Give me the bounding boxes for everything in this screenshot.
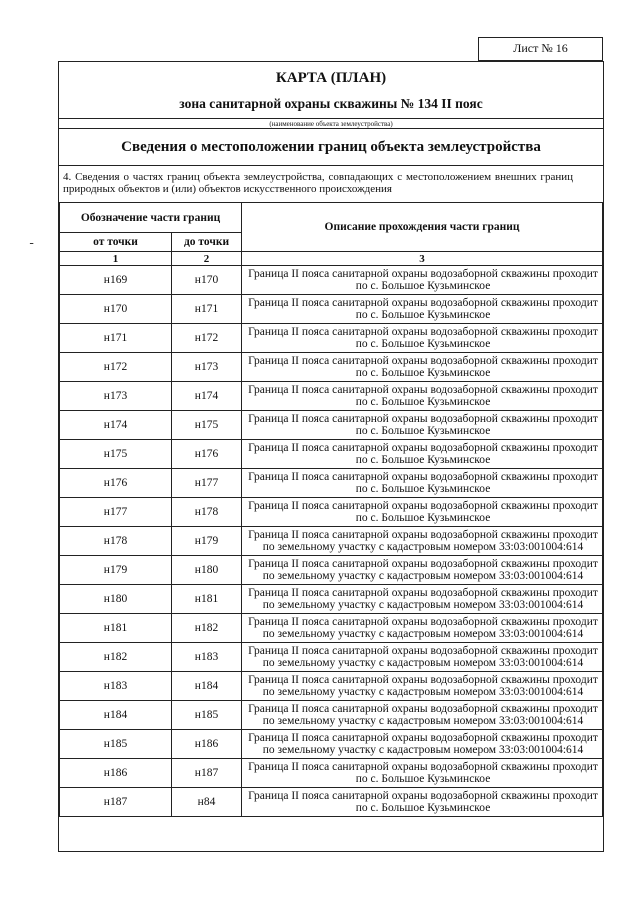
to-point-cell: н184 <box>172 672 242 701</box>
boundary-table <box>59 202 603 817</box>
from-point-cell: н177 <box>60 498 172 527</box>
description-line: Граница II пояса санитарной охраны водозаборной скважины проходит <box>248 355 598 367</box>
description-cell <box>242 730 603 759</box>
table-row <box>60 324 603 353</box>
description-cell <box>242 498 603 527</box>
description-line: Граница II пояса санитарной охраны водозаборной скважины проходит <box>248 529 598 541</box>
table-row <box>60 788 603 817</box>
to-point-cell: н187 <box>172 759 242 788</box>
from-point-cell: н172 <box>60 353 172 382</box>
divider <box>59 165 603 166</box>
col-number: 3 <box>242 252 603 266</box>
group-header: Обозначение части границ <box>60 203 242 233</box>
description-line: по с. Большое Кузьминское <box>355 512 491 524</box>
description-cell <box>242 614 603 643</box>
description-line: Граница II пояса санитарной охраны водозаборной скважины проходит <box>248 674 598 686</box>
table-row <box>60 469 603 498</box>
table-row <box>60 411 603 440</box>
description-line: Граница II пояса санитарной охраны водозаборной скважины проходит <box>248 297 598 309</box>
description-line: Граница II пояса санитарной охраны водозаборной скважины проходит <box>248 703 598 715</box>
table-row <box>60 498 603 527</box>
description-line: по с. Большое Кузьминское <box>355 425 491 437</box>
description-cell <box>242 585 603 614</box>
description-line: по земельному участку с кадастровым номером 33:03:001004:614 <box>262 570 584 582</box>
to-point-cell: н179 <box>172 527 242 556</box>
from-point-cell: н185 <box>60 730 172 759</box>
description-line: Граница II пояса санитарной охраны водозаборной скважины проходит <box>248 616 598 628</box>
description-cell <box>242 382 603 411</box>
description-line: Граница II пояса санитарной охраны водозаборной скважины проходит <box>248 268 598 280</box>
from-point-cell: н182 <box>60 643 172 672</box>
table-row <box>60 382 603 411</box>
to-point-cell: н175 <box>172 411 242 440</box>
description-line: по с. Большое Кузьминское <box>355 396 491 408</box>
from-point-cell: н180 <box>60 585 172 614</box>
from-point-cell: н179 <box>60 556 172 585</box>
description-line: Граница II пояса санитарной охраны водозаборной скважины проходит <box>248 413 598 425</box>
description-line: по земельному участку с кадастровым номером 33:03:001004:614 <box>262 599 584 611</box>
description-cell <box>242 469 603 498</box>
description-line: по земельному участку с кадастровым номером 33:03:001004:614 <box>262 628 584 640</box>
table-row <box>60 527 603 556</box>
to-point-cell: н174 <box>172 382 242 411</box>
from-point-cell: н169 <box>60 266 172 295</box>
table-row <box>60 643 603 672</box>
description-cell <box>242 759 603 788</box>
table-row <box>60 614 603 643</box>
table-row <box>60 701 603 730</box>
description-line: по с. Большое Кузьминское <box>355 483 491 495</box>
description-line: по земельному участку с кадастровым номером 33:03:001004:614 <box>262 715 584 727</box>
margin-mark: ـ <box>30 235 34 247</box>
description-cell <box>242 701 603 730</box>
map-title: КАРТА (ПЛАН) <box>275 70 387 86</box>
description-line: по с. Большое Кузьминское <box>355 338 491 350</box>
from-point-cell: н178 <box>60 527 172 556</box>
to-point-cell: н173 <box>172 353 242 382</box>
description-line: Граница II пояса санитарной охраны водозаборной скважины проходит <box>248 326 598 338</box>
description-line: по земельному участку с кадастровым номером 33:03:001004:614 <box>262 657 584 669</box>
from-point-cell: н174 <box>60 411 172 440</box>
to-point-cell: н170 <box>172 266 242 295</box>
to-point-cell: н183 <box>172 643 242 672</box>
description-cell <box>242 411 603 440</box>
to-header: до точки <box>172 233 242 252</box>
from-point-cell: н175 <box>60 440 172 469</box>
table-row <box>60 585 603 614</box>
table-row <box>60 353 603 382</box>
description-cell <box>242 672 603 701</box>
table-body <box>60 266 603 817</box>
description-line: Граница II пояса санитарной охраны водозаборной скважины проходит <box>248 558 598 570</box>
description-line: Граница II пояса санитарной охраны водозаборной скважины проходит <box>248 500 598 512</box>
table-row <box>60 266 603 295</box>
desc-header: Описание прохождения части границ <box>242 203 603 252</box>
to-point-cell: н182 <box>172 614 242 643</box>
table-row <box>60 672 603 701</box>
table-row <box>60 556 603 585</box>
description-cell <box>242 353 603 382</box>
description-line: по с. Большое Кузьминское <box>355 280 491 292</box>
from-header: от точки <box>60 233 172 252</box>
divider <box>59 118 603 119</box>
to-point-cell: н172 <box>172 324 242 353</box>
description-line: по с. Большое Кузьминское <box>355 367 491 379</box>
description-line: по с. Большое Кузьминское <box>355 454 491 466</box>
to-point-cell: н181 <box>172 585 242 614</box>
description-line: Граница II пояса санитарной охраны водозаборной скважины проходит <box>248 471 598 483</box>
from-point-cell: н170 <box>60 295 172 324</box>
to-point-cell: н178 <box>172 498 242 527</box>
description-line: по земельному участку с кадастровым номером 33:03:001004:614 <box>262 686 584 698</box>
description-line: по земельному участку с кадастровым номером 33:03:001004:614 <box>262 744 584 756</box>
section-description: 4. Сведения о частях границ объекта землеустройства, совпадающих с местоположением внешних границ природных объектов и (или) объектов искусственного происхождения <box>63 171 573 195</box>
to-point-cell: н176 <box>172 440 242 469</box>
description-line: Граница II пояса санитарной охраны водозаборной скважины проходит <box>248 732 598 744</box>
description-line: Граница II пояса санитарной охраны водозаборной скважины проходит <box>248 645 598 657</box>
description-line: Граница II пояса санитарной охраны водозаборной скважины проходит <box>248 384 598 396</box>
from-point-cell: н186 <box>60 759 172 788</box>
description-line: Граница II пояса санитарной охраны водозаборной скважины проходит <box>248 442 598 454</box>
description-line: Граница II пояса санитарной охраны водозаборной скважины проходит <box>248 761 598 773</box>
map-subtitle: зона санитарной охраны скважины № 134 II пояс <box>179 96 483 111</box>
from-point-cell: н176 <box>60 469 172 498</box>
from-point-cell: н184 <box>60 701 172 730</box>
sheet-number: Лист № 16 <box>478 37 603 61</box>
from-point-cell: н181 <box>60 614 172 643</box>
to-point-cell: н177 <box>172 469 242 498</box>
from-point-cell: н183 <box>60 672 172 701</box>
description-cell <box>242 295 603 324</box>
table-row <box>60 759 603 788</box>
description-cell <box>242 527 603 556</box>
description-line: по с. Большое Кузьминское <box>355 802 491 814</box>
description-line: Граница II пояса санитарной охраны водозаборной скважины проходит <box>248 790 598 802</box>
object-name-note: (наименование объекта землеустройства) <box>269 120 393 128</box>
description-cell <box>242 788 603 817</box>
description-cell <box>242 266 603 295</box>
description-cell <box>242 643 603 672</box>
table-row <box>60 730 603 759</box>
description-line: по с. Большое Кузьминское <box>355 309 491 321</box>
divider <box>59 128 603 129</box>
from-point-cell: н171 <box>60 324 172 353</box>
to-point-cell: н186 <box>172 730 242 759</box>
col-number: 2 <box>172 252 242 266</box>
from-point-cell: н173 <box>60 382 172 411</box>
description-cell <box>242 324 603 353</box>
to-point-cell: н185 <box>172 701 242 730</box>
to-point-cell: н171 <box>172 295 242 324</box>
to-point-cell: н84 <box>172 788 242 817</box>
description-cell <box>242 440 603 469</box>
description-line: Граница II пояса санитарной охраны водозаборной скважины проходит <box>248 587 598 599</box>
description-line: по с. Большое Кузьминское <box>355 773 491 785</box>
table-row <box>60 295 603 324</box>
document-frame <box>58 61 604 852</box>
to-point-cell: н180 <box>172 556 242 585</box>
section-title: Сведения о местоположении границ объекта землеустройства <box>121 139 541 155</box>
from-point-cell: н187 <box>60 788 172 817</box>
col-number: 1 <box>60 252 172 266</box>
description-cell <box>242 556 603 585</box>
description-line: по земельному участку с кадастровым номером 33:03:001004:614 <box>262 541 584 553</box>
table-row <box>60 440 603 469</box>
